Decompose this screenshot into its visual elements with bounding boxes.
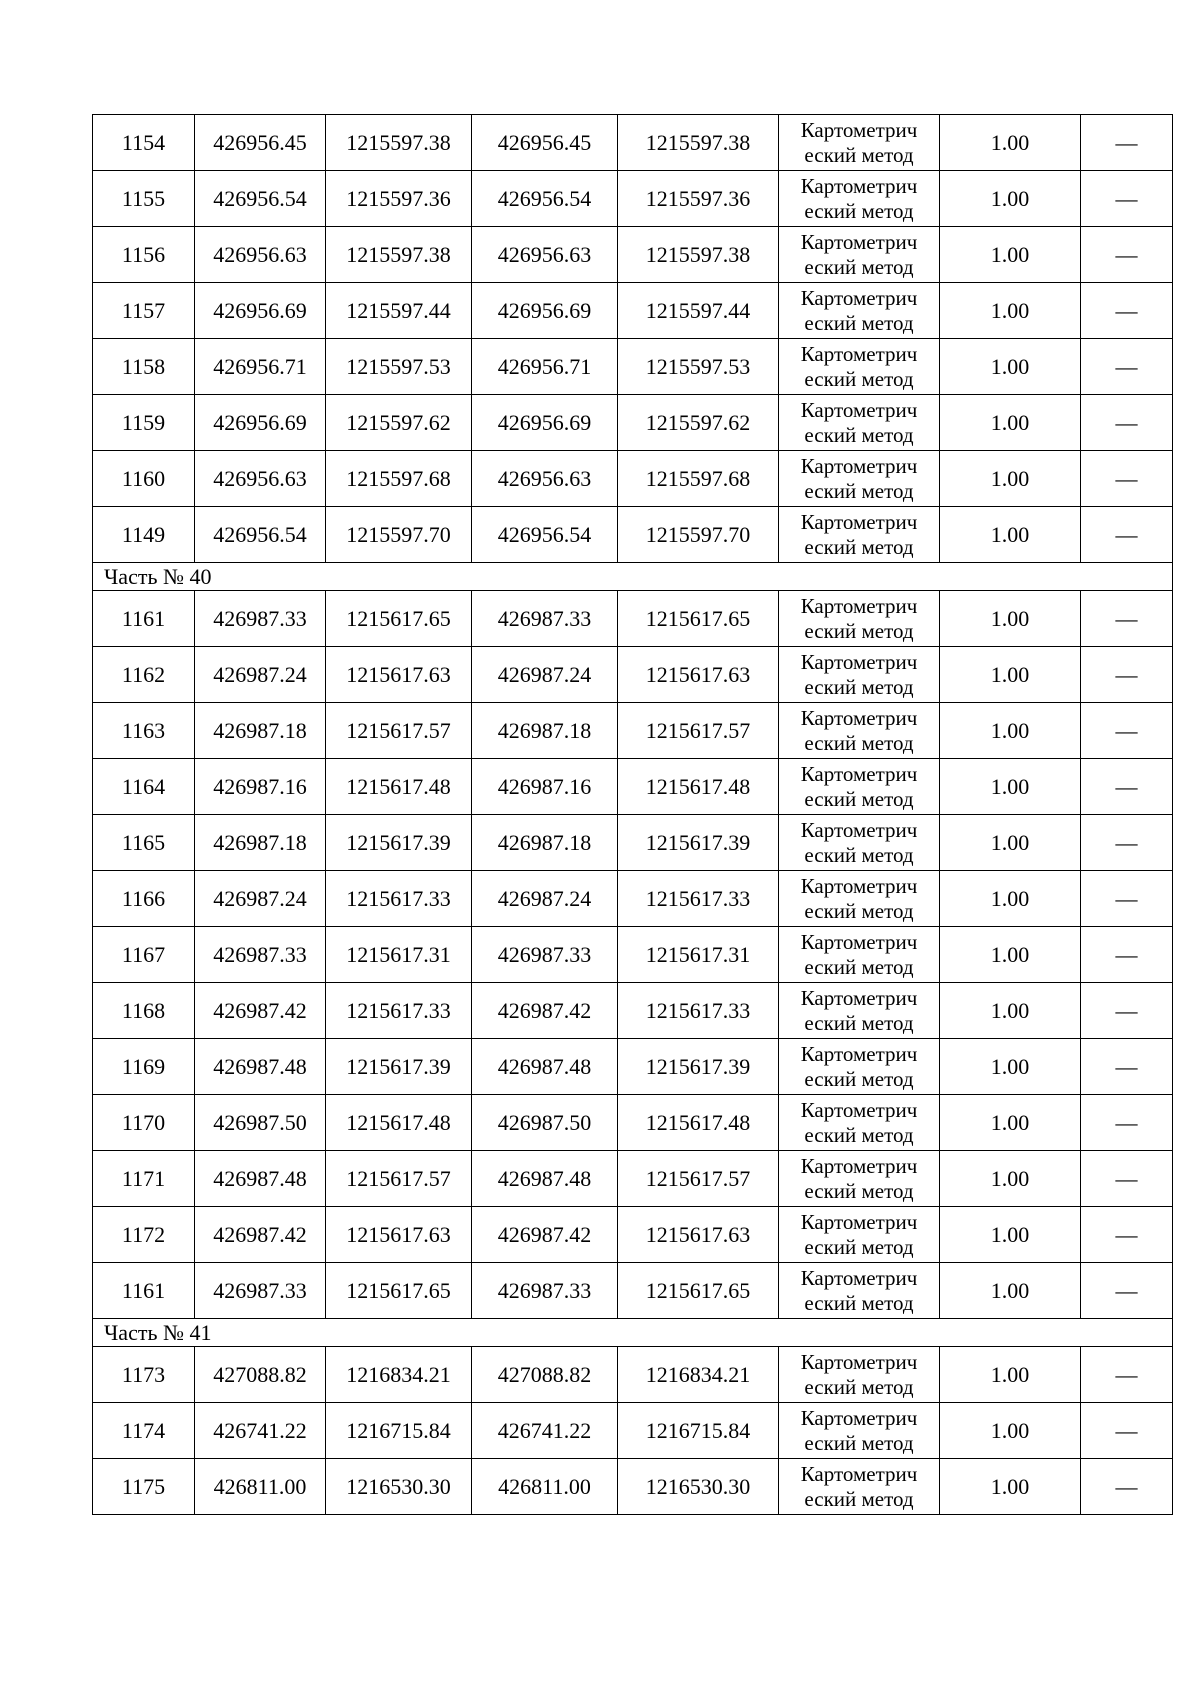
accuracy-cell: 1.00 — [940, 1459, 1081, 1515]
description-cell: — — [1081, 1095, 1173, 1151]
point-number-cell: 1156 — [93, 227, 195, 283]
accuracy-cell: 1.00 — [940, 1207, 1081, 1263]
point-number-cell: 1163 — [93, 703, 195, 759]
y-coordinate-alt-cell: 1215597.38 — [618, 115, 779, 171]
y-coordinate-cell: 1216530.30 — [326, 1459, 472, 1515]
point-number-cell: 1166 — [93, 871, 195, 927]
y-coordinate-cell: 1215617.39 — [326, 815, 472, 871]
table-row — [93, 115, 1173, 171]
method-cell: Картометрич еский метод — [779, 1039, 940, 1095]
y-coordinate-cell: 1215617.39 — [326, 1039, 472, 1095]
x-coordinate-alt-cell: 426987.33 — [472, 591, 618, 647]
y-coordinate-alt-cell: 1215597.62 — [618, 395, 779, 451]
point-number-cell: 1160 — [93, 451, 195, 507]
description-cell: — — [1081, 1151, 1173, 1207]
table-row — [93, 171, 1173, 227]
x-coordinate-alt-cell: 426741.22 — [472, 1403, 618, 1459]
table-row — [93, 703, 1173, 759]
y-coordinate-cell: 1215597.68 — [326, 451, 472, 507]
description-cell: — — [1081, 507, 1173, 563]
y-coordinate-cell: 1215617.48 — [326, 759, 472, 815]
accuracy-cell: 1.00 — [940, 227, 1081, 283]
x-coordinate-cell: 426987.48 — [195, 1151, 326, 1207]
accuracy-cell: 1.00 — [940, 283, 1081, 339]
accuracy-cell: 1.00 — [940, 647, 1081, 703]
table-body — [93, 115, 1173, 1515]
x-coordinate-alt-cell: 426956.54 — [472, 171, 618, 227]
accuracy-cell: 1.00 — [940, 1347, 1081, 1403]
description-cell: — — [1081, 171, 1173, 227]
method-cell: Картометрич еский метод — [779, 759, 940, 815]
point-number-cell: 1162 — [93, 647, 195, 703]
point-number-cell: 1169 — [93, 1039, 195, 1095]
y-coordinate-alt-cell: 1216530.30 — [618, 1459, 779, 1515]
table-row — [93, 927, 1173, 983]
y-coordinate-cell: 1215597.62 — [326, 395, 472, 451]
x-coordinate-cell: 426987.33 — [195, 591, 326, 647]
x-coordinate-alt-cell: 426987.24 — [472, 871, 618, 927]
y-coordinate-alt-cell: 1215617.39 — [618, 1039, 779, 1095]
y-coordinate-cell: 1215597.38 — [326, 115, 472, 171]
point-number-cell: 1170 — [93, 1095, 195, 1151]
y-coordinate-alt-cell: 1215617.48 — [618, 759, 779, 815]
description-cell: — — [1081, 871, 1173, 927]
point-number-cell: 1172 — [93, 1207, 195, 1263]
y-coordinate-alt-cell: 1215617.65 — [618, 591, 779, 647]
description-cell: — — [1081, 1347, 1173, 1403]
y-coordinate-alt-cell: 1215597.36 — [618, 171, 779, 227]
description-cell: — — [1081, 815, 1173, 871]
accuracy-cell: 1.00 — [940, 115, 1081, 171]
point-number-cell: 1164 — [93, 759, 195, 815]
x-coordinate-alt-cell: 426987.16 — [472, 759, 618, 815]
y-coordinate-alt-cell: 1215597.53 — [618, 339, 779, 395]
table-row — [93, 283, 1173, 339]
description-cell: — — [1081, 1207, 1173, 1263]
accuracy-cell: 1.00 — [940, 871, 1081, 927]
y-coordinate-cell: 1215597.38 — [326, 227, 472, 283]
description-cell: — — [1081, 591, 1173, 647]
y-coordinate-cell: 1215617.33 — [326, 983, 472, 1039]
x-coordinate-cell: 426811.00 — [195, 1459, 326, 1515]
method-cell: Картометрич еский метод — [779, 451, 940, 507]
point-number-cell: 1157 — [93, 283, 195, 339]
method-cell: Картометрич еский метод — [779, 647, 940, 703]
y-coordinate-cell: 1215617.65 — [326, 1263, 472, 1319]
x-coordinate-cell: 427088.82 — [195, 1347, 326, 1403]
description-cell: — — [1081, 647, 1173, 703]
point-number-cell: 1155 — [93, 171, 195, 227]
y-coordinate-alt-cell: 1215617.65 — [618, 1263, 779, 1319]
x-coordinate-cell: 426956.54 — [195, 171, 326, 227]
accuracy-cell: 1.00 — [940, 759, 1081, 815]
method-cell: Картометрич еский метод — [779, 927, 940, 983]
x-coordinate-alt-cell: 426956.69 — [472, 283, 618, 339]
x-coordinate-alt-cell: 426956.71 — [472, 339, 618, 395]
x-coordinate-alt-cell: 426811.00 — [472, 1459, 618, 1515]
point-number-cell: 1168 — [93, 983, 195, 1039]
x-coordinate-cell: 426956.45 — [195, 115, 326, 171]
y-coordinate-alt-cell: 1215597.38 — [618, 227, 779, 283]
x-coordinate-cell: 426987.50 — [195, 1095, 326, 1151]
y-coordinate-alt-cell: 1215617.48 — [618, 1095, 779, 1151]
y-coordinate-alt-cell: 1215617.33 — [618, 871, 779, 927]
method-cell: Картометрич еский метод — [779, 395, 940, 451]
point-number-cell: 1173 — [93, 1347, 195, 1403]
description-cell: — — [1081, 927, 1173, 983]
method-cell: Картометрич еский метод — [779, 339, 940, 395]
point-number-cell: 1174 — [93, 1403, 195, 1459]
table-row — [93, 591, 1173, 647]
x-coordinate-alt-cell: 426987.18 — [472, 815, 618, 871]
y-coordinate-cell: 1215617.57 — [326, 1151, 472, 1207]
x-coordinate-cell: 426956.71 — [195, 339, 326, 395]
point-number-cell: 1158 — [93, 339, 195, 395]
y-coordinate-cell: 1215617.63 — [326, 647, 472, 703]
method-cell: Картометрич еский метод — [779, 1095, 940, 1151]
method-cell: Картометрич еский метод — [779, 171, 940, 227]
method-cell: Картометрич еский метод — [779, 1459, 940, 1515]
description-cell: — — [1081, 451, 1173, 507]
method-cell: Картометрич еский метод — [779, 1403, 940, 1459]
y-coordinate-alt-cell: 1215617.63 — [618, 1207, 779, 1263]
x-coordinate-cell: 426987.33 — [195, 927, 326, 983]
x-coordinate-cell: 426987.42 — [195, 983, 326, 1039]
table-row — [93, 507, 1173, 563]
table-row — [93, 1403, 1173, 1459]
y-coordinate-alt-cell: 1215597.68 — [618, 451, 779, 507]
table-row — [93, 1347, 1173, 1403]
description-cell: — — [1081, 1403, 1173, 1459]
x-coordinate-cell: 426956.69 — [195, 395, 326, 451]
point-number-cell: 1175 — [93, 1459, 195, 1515]
x-coordinate-cell: 426987.18 — [195, 815, 326, 871]
description-cell: — — [1081, 703, 1173, 759]
table-row — [93, 227, 1173, 283]
x-coordinate-alt-cell: 426956.54 — [472, 507, 618, 563]
section-label: Часть № 40 — [93, 563, 1173, 591]
y-coordinate-cell: 1216834.21 — [326, 1347, 472, 1403]
y-coordinate-alt-cell: 1215597.70 — [618, 507, 779, 563]
y-coordinate-alt-cell: 1215617.63 — [618, 647, 779, 703]
y-coordinate-cell: 1215597.44 — [326, 283, 472, 339]
y-coordinate-alt-cell: 1215617.39 — [618, 815, 779, 871]
y-coordinate-cell: 1215597.36 — [326, 171, 472, 227]
description-cell: — — [1081, 339, 1173, 395]
x-coordinate-alt-cell: 426956.69 — [472, 395, 618, 451]
method-cell: Картометрич еский метод — [779, 1207, 940, 1263]
accuracy-cell: 1.00 — [940, 815, 1081, 871]
y-coordinate-cell: 1215617.31 — [326, 927, 472, 983]
description-cell: — — [1081, 983, 1173, 1039]
description-cell: — — [1081, 227, 1173, 283]
x-coordinate-cell: 426956.69 — [195, 283, 326, 339]
x-coordinate-alt-cell: 426987.18 — [472, 703, 618, 759]
accuracy-cell: 1.00 — [940, 395, 1081, 451]
x-coordinate-cell: 426741.22 — [195, 1403, 326, 1459]
y-coordinate-cell: 1215617.63 — [326, 1207, 472, 1263]
y-coordinate-alt-cell: 1215617.31 — [618, 927, 779, 983]
method-cell: Картометрич еский метод — [779, 1263, 940, 1319]
x-coordinate-cell: 426987.24 — [195, 647, 326, 703]
point-number-cell: 1149 — [93, 507, 195, 563]
x-coordinate-alt-cell: 426987.42 — [472, 1207, 618, 1263]
method-cell: Картометрич еский метод — [779, 591, 940, 647]
method-cell: Картометрич еский метод — [779, 507, 940, 563]
y-coordinate-alt-cell: 1215617.57 — [618, 703, 779, 759]
accuracy-cell: 1.00 — [940, 507, 1081, 563]
x-coordinate-alt-cell: 426987.48 — [472, 1151, 618, 1207]
accuracy-cell: 1.00 — [940, 451, 1081, 507]
y-coordinate-alt-cell: 1215617.33 — [618, 983, 779, 1039]
description-cell: — — [1081, 283, 1173, 339]
point-number-cell: 1171 — [93, 1151, 195, 1207]
description-cell: — — [1081, 395, 1173, 451]
x-coordinate-alt-cell: 426987.50 — [472, 1095, 618, 1151]
y-coordinate-cell: 1215617.65 — [326, 591, 472, 647]
description-cell: — — [1081, 1263, 1173, 1319]
description-cell: — — [1081, 115, 1173, 171]
x-coordinate-cell: 426956.63 — [195, 451, 326, 507]
method-cell: Картометрич еский метод — [779, 983, 940, 1039]
x-coordinate-cell: 426987.24 — [195, 871, 326, 927]
table-row — [93, 1459, 1173, 1515]
x-coordinate-cell: 426956.63 — [195, 227, 326, 283]
table-row — [93, 339, 1173, 395]
accuracy-cell: 1.00 — [940, 1095, 1081, 1151]
coordinates-table — [92, 114, 1173, 1515]
y-coordinate-cell: 1215617.48 — [326, 1095, 472, 1151]
method-cell: Картометрич еский метод — [779, 115, 940, 171]
method-cell: Картометрич еский метод — [779, 283, 940, 339]
accuracy-cell: 1.00 — [940, 339, 1081, 395]
method-cell: Картометрич еский метод — [779, 815, 940, 871]
method-cell: Картометрич еский метод — [779, 703, 940, 759]
description-cell: — — [1081, 1459, 1173, 1515]
y-coordinate-cell: 1215617.57 — [326, 703, 472, 759]
table-row — [93, 983, 1173, 1039]
x-coordinate-alt-cell: 426987.24 — [472, 647, 618, 703]
x-coordinate-cell: 426956.54 — [195, 507, 326, 563]
x-coordinate-alt-cell: 426987.42 — [472, 983, 618, 1039]
section-header-row — [93, 563, 1173, 591]
point-number-cell: 1161 — [93, 591, 195, 647]
point-number-cell: 1167 — [93, 927, 195, 983]
section-header-row — [93, 1319, 1173, 1347]
x-coordinate-cell: 426987.18 — [195, 703, 326, 759]
accuracy-cell: 1.00 — [940, 1151, 1081, 1207]
table-row — [93, 1207, 1173, 1263]
x-coordinate-alt-cell: 426956.45 — [472, 115, 618, 171]
x-coordinate-alt-cell: 427088.82 — [472, 1347, 618, 1403]
x-coordinate-cell: 426987.48 — [195, 1039, 326, 1095]
accuracy-cell: 1.00 — [940, 1403, 1081, 1459]
accuracy-cell: 1.00 — [940, 171, 1081, 227]
x-coordinate-alt-cell: 426956.63 — [472, 451, 618, 507]
point-number-cell: 1165 — [93, 815, 195, 871]
description-cell: — — [1081, 1039, 1173, 1095]
method-cell: Картометрич еский метод — [779, 871, 940, 927]
y-coordinate-cell: 1216715.84 — [326, 1403, 472, 1459]
section-label: Часть № 41 — [93, 1319, 1173, 1347]
x-coordinate-alt-cell: 426987.33 — [472, 1263, 618, 1319]
table-row — [93, 871, 1173, 927]
description-cell: — — [1081, 759, 1173, 815]
method-cell: Картометрич еский метод — [779, 1151, 940, 1207]
table-row — [93, 1263, 1173, 1319]
x-coordinate-alt-cell: 426987.33 — [472, 927, 618, 983]
accuracy-cell: 1.00 — [940, 591, 1081, 647]
y-coordinate-alt-cell: 1215597.44 — [618, 283, 779, 339]
accuracy-cell: 1.00 — [940, 703, 1081, 759]
y-coordinate-alt-cell: 1215617.57 — [618, 1151, 779, 1207]
y-coordinate-alt-cell: 1216834.21 — [618, 1347, 779, 1403]
y-coordinate-cell: 1215597.70 — [326, 507, 472, 563]
x-coordinate-alt-cell: 426987.48 — [472, 1039, 618, 1095]
point-number-cell: 1159 — [93, 395, 195, 451]
table-row — [93, 1095, 1173, 1151]
y-coordinate-cell: 1215617.33 — [326, 871, 472, 927]
method-cell: Картометрич еский метод — [779, 227, 940, 283]
table-row — [93, 759, 1173, 815]
accuracy-cell: 1.00 — [940, 927, 1081, 983]
point-number-cell: 1161 — [93, 1263, 195, 1319]
point-number-cell: 1154 — [93, 115, 195, 171]
x-coordinate-cell: 426987.42 — [195, 1207, 326, 1263]
table-row — [93, 647, 1173, 703]
accuracy-cell: 1.00 — [940, 1039, 1081, 1095]
accuracy-cell: 1.00 — [940, 1263, 1081, 1319]
x-coordinate-cell: 426987.16 — [195, 759, 326, 815]
table-row — [93, 451, 1173, 507]
table-row — [93, 1039, 1173, 1095]
y-coordinate-cell: 1215597.53 — [326, 339, 472, 395]
x-coordinate-cell: 426987.33 — [195, 1263, 326, 1319]
table-row — [93, 815, 1173, 871]
table-row — [93, 1151, 1173, 1207]
accuracy-cell: 1.00 — [940, 983, 1081, 1039]
y-coordinate-alt-cell: 1216715.84 — [618, 1403, 779, 1459]
table-row — [93, 395, 1173, 451]
method-cell: Картометрич еский метод — [779, 1347, 940, 1403]
x-coordinate-alt-cell: 426956.63 — [472, 227, 618, 283]
